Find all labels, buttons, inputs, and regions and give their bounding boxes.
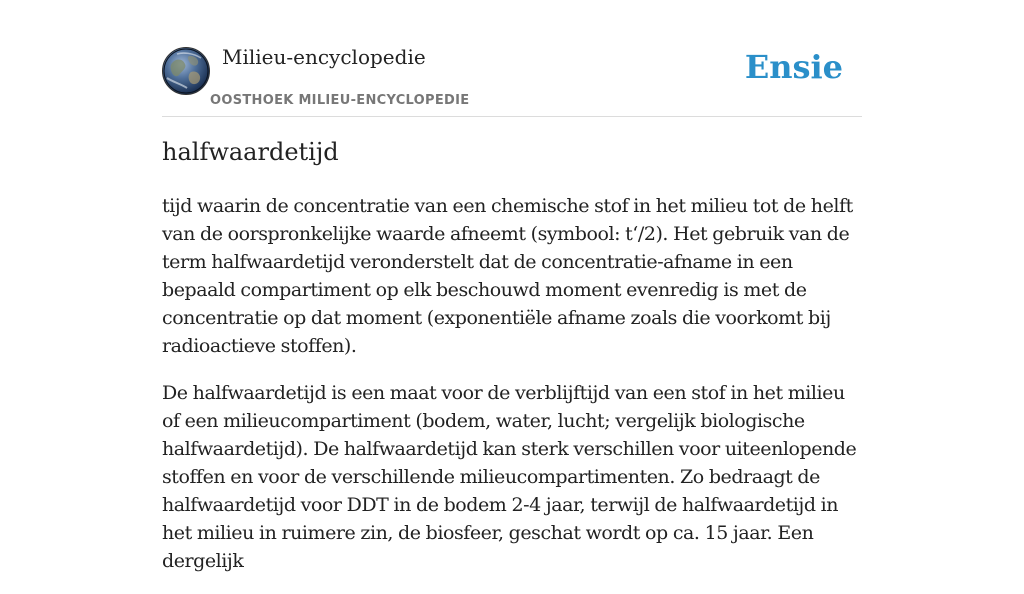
ensie-logo-link[interactable]: Ensie (744, 48, 843, 86)
article-paragraph-1: tijd waarin de concentratie van een chemische stof in het milieu tot de helft van de oorspronkelijke waarde afneemt (symbool: t‘/2). Het gebruik van de term halfwaardetijd veronderstelt dat de concentratie-afname in een bepaald compartiment op elk beschouwd moment evenredig is met de concentratie op dat moment (exponentiële afname zoals die voorkomt bij radioactieve stoffen). (162, 195, 853, 357)
site-subtitle[interactable]: OOSTHOEK MILIEU-ENCYCLOPEDIE (210, 93, 470, 108)
site-header (162, 0, 862, 117)
page (162, 0, 862, 572)
article-body (162, 192, 862, 594)
article-paragraph-2: De halfwaardetijd is een maat voor de verblijftijd van een stof in het milieu of een milieucompartiment (bodem, water, lucht; vergelijk biologische halfwaardetijd). De halfwaardetijd kan sterk verschillen voor uiteenlopende stoffen en voor de verschillende milieucompartimenten. Zo bedraagt de halfwaardetijd voor DDT in de bodem 2-4 jaar, terwijl de halfwaardetijd in het milieu in ruimere zin, de biosfeer, geschat wordt op ca. 15 jaar. Een dergelijk (162, 382, 857, 572)
page-title: halfwaardetijd (162, 138, 339, 166)
earth-globe-icon[interactable] (162, 47, 210, 95)
site-title[interactable]: Milieu-encyclopedie (222, 45, 426, 69)
